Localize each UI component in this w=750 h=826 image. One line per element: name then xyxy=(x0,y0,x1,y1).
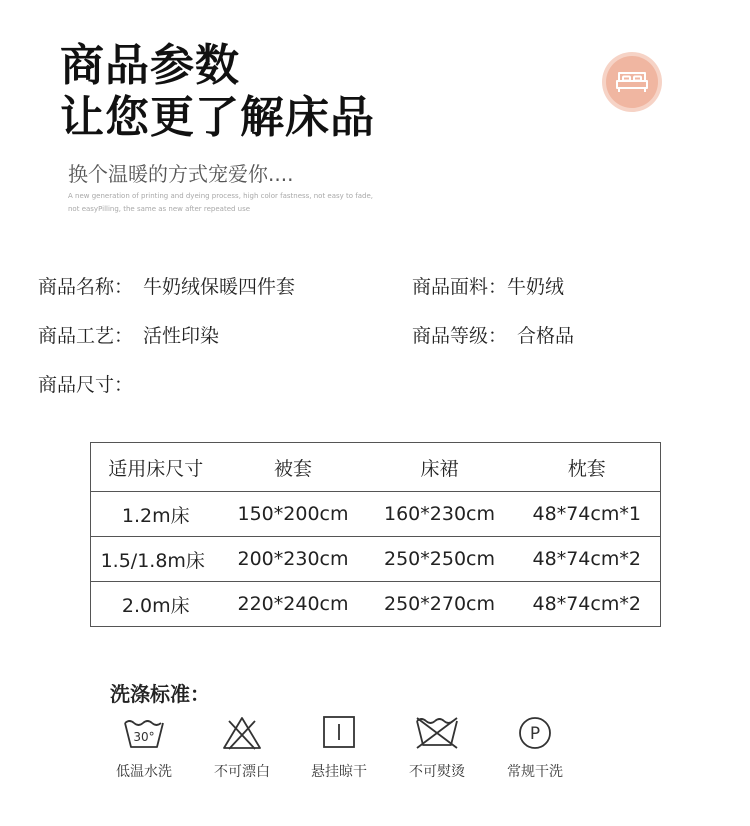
cell-pillowcase: 48*74cm*2 xyxy=(532,548,641,570)
care-label-dry-clean: 常规干洗 xyxy=(507,764,563,780)
care-label-line-dry: 悬挂晾干 xyxy=(311,764,367,780)
wash-30-icon xyxy=(121,715,167,751)
care-item-no-iron xyxy=(392,715,482,781)
cell-bed-size: 1.2m床 xyxy=(121,504,190,527)
header-bed-skirt: 床裙 xyxy=(420,457,459,480)
table-row xyxy=(91,582,661,627)
care-item-wash xyxy=(99,715,189,781)
info-craft xyxy=(38,321,219,348)
header-pillowcase: 枕套 xyxy=(567,457,606,480)
cell-pillowcase: 48*74cm*1 xyxy=(532,503,641,525)
no-bleach-icon xyxy=(219,715,265,751)
english-caption-line2: not easyPilling, the same as new after repeated use xyxy=(68,205,251,213)
table-row xyxy=(91,492,661,537)
header-bed-size: 适用床尺寸 xyxy=(108,457,204,480)
dry-clean-icon xyxy=(512,715,558,751)
header-duvet: 被套 xyxy=(273,457,312,480)
page-title-line1: 商品参数 xyxy=(60,40,240,91)
info-grade xyxy=(412,321,574,348)
cell-bed-size: 2.0m床 xyxy=(121,594,190,617)
info-grade-label: 商品等级： xyxy=(412,325,508,347)
washing-title: 洗涤标准： xyxy=(110,682,210,706)
table-header-row xyxy=(91,443,661,492)
care-item-no-bleach xyxy=(197,715,287,781)
care-label-no-bleach: 不可漂白 xyxy=(214,764,270,780)
page-title-line2: 让您更了解床品 xyxy=(60,92,375,143)
info-fabric xyxy=(412,272,564,299)
info-name xyxy=(38,272,295,299)
cell-bed-skirt: 160*230cm xyxy=(384,503,495,525)
care-item-line-dry xyxy=(294,715,384,781)
info-size-label: 商品尺寸： xyxy=(38,374,134,396)
cell-bed-skirt: 250*270cm xyxy=(384,593,495,615)
info-craft-value: 活性印染 xyxy=(143,325,220,347)
info-fabric-label: 商品面料： xyxy=(412,276,508,298)
care-label-wash: 低温水洗 xyxy=(116,764,172,780)
care-item-dry-clean xyxy=(490,715,580,781)
cell-bed-size: 1.5/1.8m床 xyxy=(100,549,205,572)
table-row xyxy=(91,537,661,582)
care-label-no-iron: 不可熨烫 xyxy=(409,764,465,780)
info-grade-value: 合格品 xyxy=(517,325,575,347)
info-fabric-value: 牛奶绒 xyxy=(507,276,565,298)
cell-duvet: 200*230cm xyxy=(237,548,349,570)
bed-badge xyxy=(602,52,662,112)
info-name-label: 商品名称： xyxy=(38,276,134,298)
wash-temperature: 30° xyxy=(133,730,155,744)
cell-duvet: 150*200cm xyxy=(237,503,349,525)
cell-duvet: 220*240cm xyxy=(237,593,349,615)
cell-pillowcase: 48*74cm*2 xyxy=(532,593,641,615)
no-iron-icon xyxy=(412,715,462,751)
dry-clean-letter: P xyxy=(529,724,541,744)
info-craft-label: 商品工艺： xyxy=(38,325,134,347)
english-caption-line1: A new generation of printing and dyeing process, high color fastness, not easy to fade, xyxy=(68,192,374,200)
bed-icon xyxy=(615,69,649,95)
info-name-value: 牛奶绒保暖四件套 xyxy=(143,276,296,298)
cell-bed-skirt: 250*250cm xyxy=(384,548,495,570)
subtitle: 换个温暖的方式宠爱你.... xyxy=(68,162,294,186)
line-dry-icon xyxy=(316,715,362,751)
size-table xyxy=(90,442,661,627)
